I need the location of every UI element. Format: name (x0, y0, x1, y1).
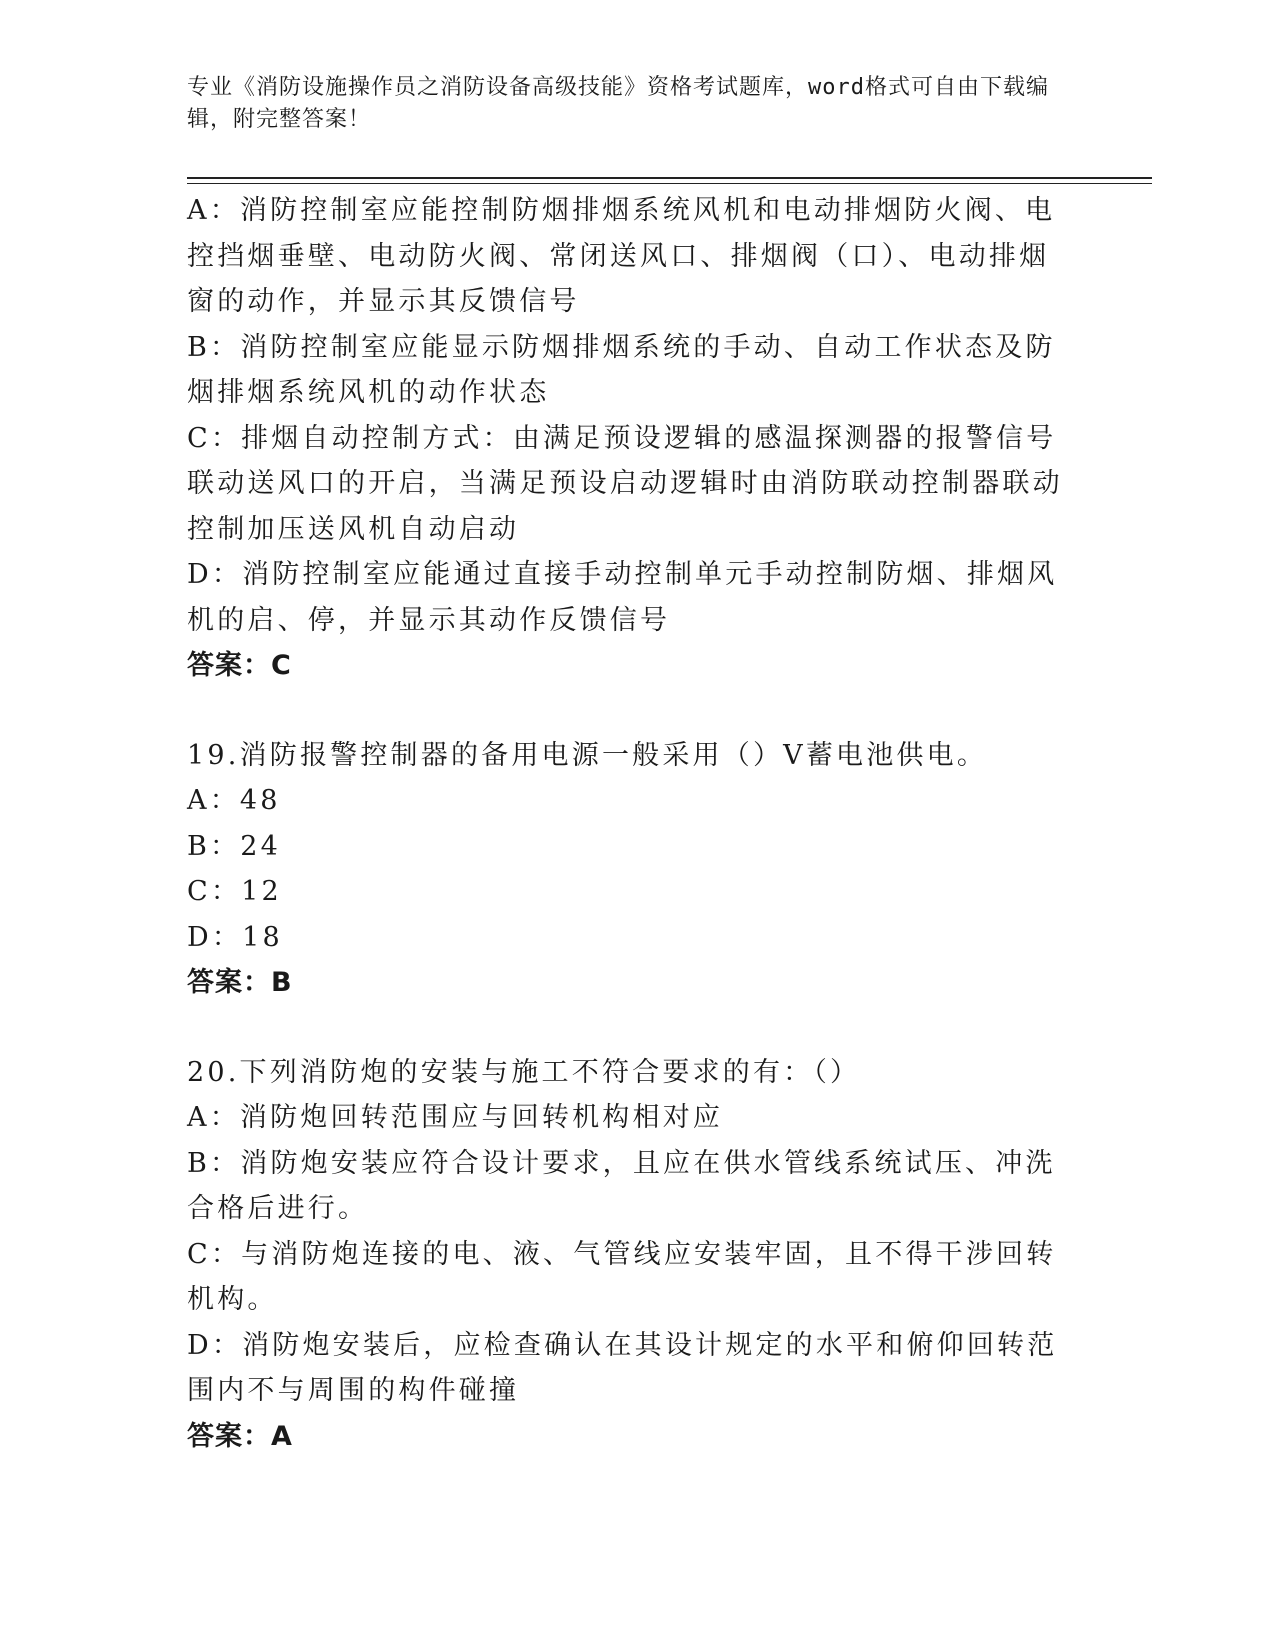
option-label: A (187, 1102, 210, 1133)
option-label: A (187, 195, 210, 226)
answer-line: 答案：A (187, 1420, 293, 1452)
option-text: 18 (242, 921, 283, 953)
option-text: 排烟自动控制方式：由满足预设逻辑的感温探测器的报警信号联动送风口的开启，当满足预设启动逻辑时由消防联动控制器联动控制加压送风机自动启动 (187, 422, 1063, 545)
question-20 (187, 1050, 1077, 1460)
header-text: 专业《消防设施操作员之消防设备高级技能》资格考试题库，word格式可自由下载编辑，附完整答案！ (187, 75, 1049, 132)
option-text: 消防炮回转范围应与回转机构相对应 (239, 1102, 724, 1133)
option-label: D (187, 921, 212, 953)
option-b: B：24 (187, 830, 282, 862)
header-divider-thin (187, 183, 1152, 184)
option-text: 消防炮安装应符合设计要求，且应在供水管线系统试压、冲洗合格后进行。 (187, 1147, 1056, 1224)
option-a: A：消防炮回转范围应与回转机构相对应 (187, 1102, 724, 1133)
question-list (187, 188, 1077, 1459)
option-label: B (187, 1147, 211, 1179)
header-divider-thick (187, 177, 1152, 179)
page-header (187, 72, 1067, 136)
question-19 (187, 733, 1077, 1006)
option-label: C (187, 1238, 211, 1270)
option-text: 与消防炮连接的电、液、气管线应安装牢固，且不得干涉回转机构。 (187, 1238, 1057, 1315)
option-c: C：与消防炮连接的电、液、气管线应安装牢固，且不得干涉回转机构。 (187, 1238, 1057, 1315)
question-text: 19.消防报警控制器的备用电源一般采用（）V蓄电池供电。 (187, 739, 988, 771)
option-label: C (187, 876, 211, 907)
option-d: D：消防炮安装后，应检查确认在其设计规定的水平和俯仰回转范围内不与周围的构件碰撞 (187, 1329, 1058, 1406)
answer-line: 答案：C (187, 650, 292, 681)
option-label: D (187, 559, 212, 590)
option-label: A (187, 785, 210, 816)
option-a: A：48 (187, 785, 281, 816)
option-a: A：消防控制室应能控制防烟排烟系统风机和电动排烟防火阀、电控挡烟垂壁、电动防火阀、常闭送风口、排烟阀（口）、电动排烟窗的动作，并显示其反馈信号 (187, 195, 1056, 317)
answer-line: 答案：B (187, 967, 293, 998)
option-text: 消防控制室应能显示防烟排烟系统的手动、自动工作状态及防烟排烟系统风机的动作状态 (187, 331, 1056, 408)
question-text: 20.下列消防炮的安装与施工不符合要求的有：（） (187, 1056, 861, 1088)
option-d: D：消防控制室应能通过直接手动控制单元手动控制防烟、排烟风机的启、停，并显示其动作反馈信号 (187, 559, 1058, 636)
option-label: C (187, 422, 211, 454)
option-text: 消防控制室应能控制防烟排烟系统风机和电动排烟防火阀、电控挡烟垂壁、电动防火阀、常闭送风口、排烟阀（口）、电动排烟窗的动作，并显示其反馈信号 (187, 195, 1056, 317)
spacer (187, 1006, 1077, 1050)
option-text: 12 (241, 876, 282, 907)
option-label: D (187, 1329, 212, 1361)
option-c: C：12 (187, 876, 282, 907)
option-text: 24 (240, 830, 282, 862)
option-d: D：18 (187, 921, 283, 953)
option-b: B：消防控制室应能显示防烟排烟系统的手动、自动工作状态及防烟排烟系统风机的动作状态 (187, 331, 1056, 408)
spacer (187, 689, 1077, 733)
option-b: B：消防炮安装应符合设计要求，且应在供水管线系统试压、冲洗合格后进行。 (187, 1147, 1056, 1224)
option-text: 48 (239, 785, 281, 816)
option-label: B (187, 830, 211, 862)
question-18 (187, 188, 1077, 689)
option-label: B (187, 331, 211, 363)
option-c: C：排烟自动控制方式：由满足预设逻辑的感温探测器的报警信号联动送风口的开启，当满足预设启动逻辑时由消防联动控制器联动控制加压送风机自动启动 (187, 422, 1063, 545)
option-text: 消防炮安装后，应检查确认在其设计规定的水平和俯仰回转范围内不与周围的构件碰撞 (187, 1329, 1058, 1406)
option-text: 消防控制室应能通过直接手动控制单元手动控制防烟、排烟风机的启、停，并显示其动作反馈信号 (187, 559, 1058, 636)
